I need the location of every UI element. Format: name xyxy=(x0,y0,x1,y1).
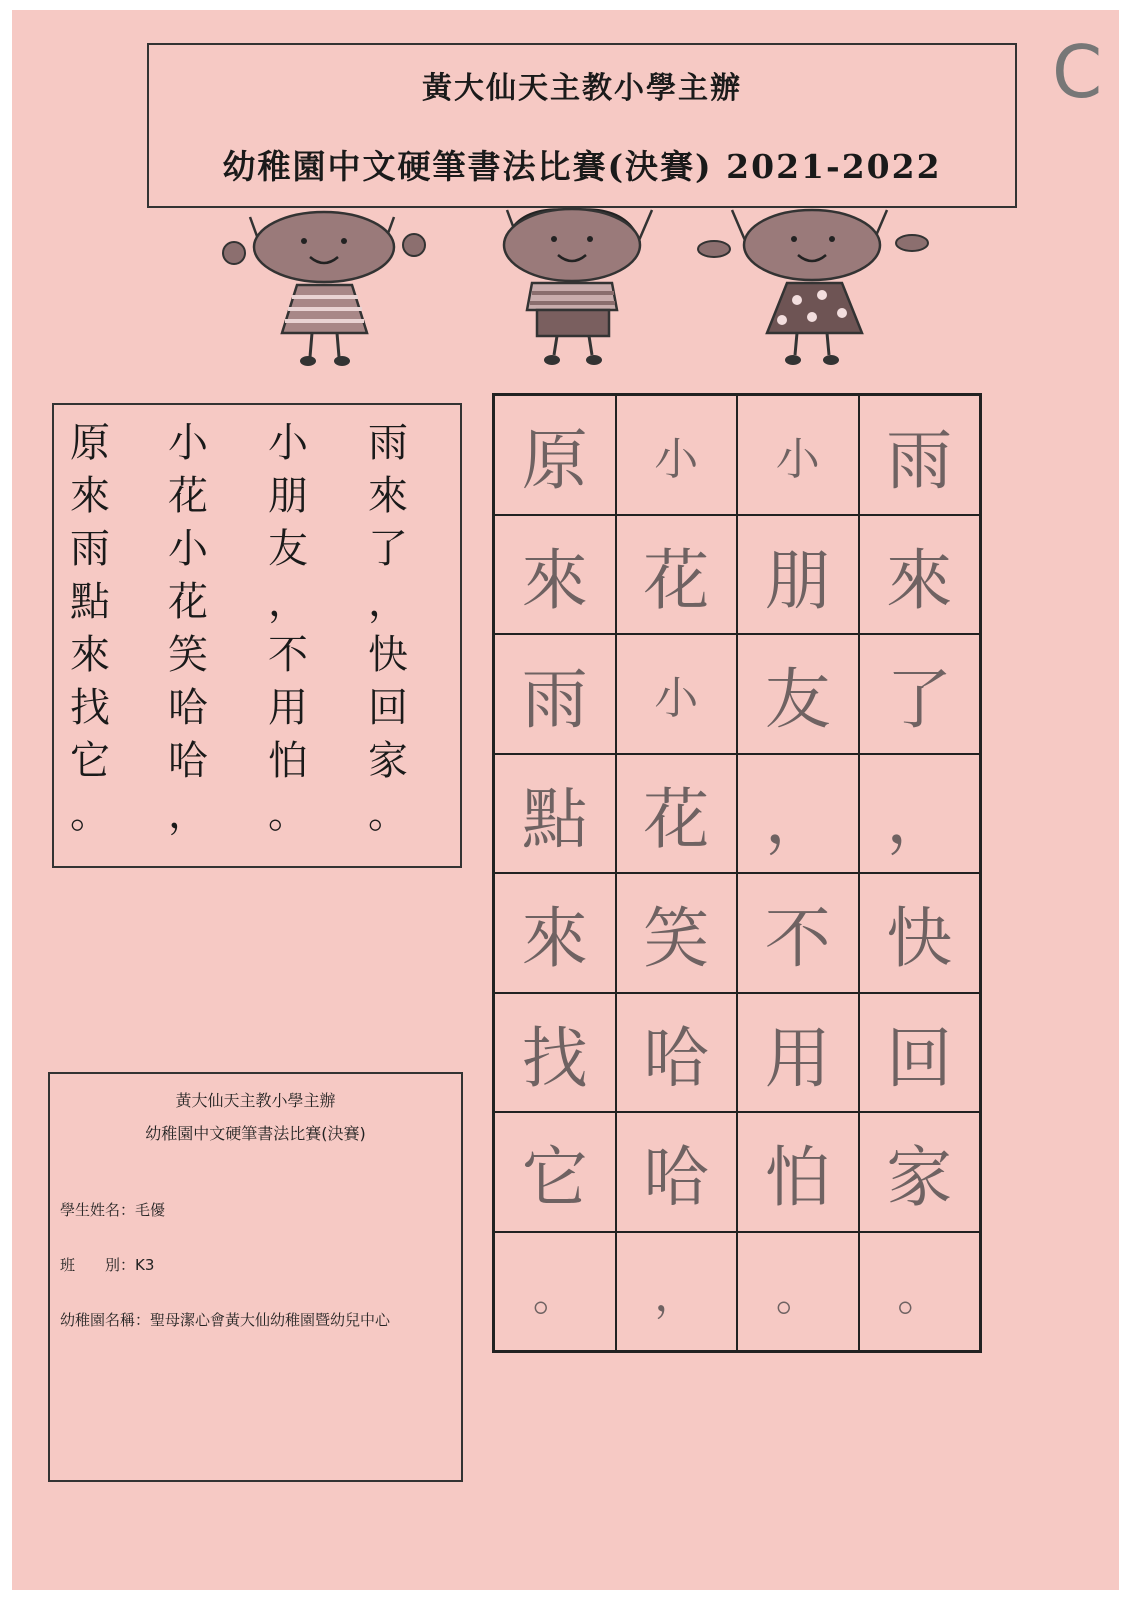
poem-char: 花 xyxy=(168,579,208,625)
poem-char: 。 xyxy=(368,791,408,837)
grid-cell: 。 xyxy=(494,1232,616,1352)
grid-cell: 點 xyxy=(494,754,616,874)
poem-char: 友 xyxy=(268,526,308,572)
student-name-value: 毛優 xyxy=(135,1201,166,1219)
class-value: K3 xyxy=(135,1256,155,1274)
grid-cell: 來 xyxy=(859,515,981,635)
poem-char: 小 xyxy=(168,420,208,466)
poem-char: 家 xyxy=(368,738,408,784)
kids-illustration xyxy=(222,205,942,380)
poem-char: 。 xyxy=(268,791,308,837)
grid-cell: 快 xyxy=(859,873,981,993)
title-banner xyxy=(147,43,1017,208)
poem-char: 用 xyxy=(268,685,308,731)
grid-cell: ， xyxy=(859,754,981,874)
grid-cell: 朋 xyxy=(737,515,859,635)
boy-middle-figure xyxy=(504,209,640,365)
grid-cell: 雨 xyxy=(494,634,616,754)
class-label: 班 別： xyxy=(60,1256,136,1274)
poem-column-1 xyxy=(360,417,416,841)
grid-cell: 雨 xyxy=(859,395,981,515)
student-name-row xyxy=(60,1199,165,1220)
grid-cell: 笑 xyxy=(616,873,738,993)
school-value: 聖母潔心會黃大仙幼稚園暨幼兒中心 xyxy=(150,1311,391,1329)
poem-char: ， xyxy=(168,791,208,837)
girl-left-figure xyxy=(223,212,425,366)
info-competition: 幼稚園中文硬筆書法比賽(決賽) xyxy=(145,1124,366,1143)
poem-char: 朋 xyxy=(268,473,308,519)
grid-cell: 。 xyxy=(859,1232,981,1352)
class-row xyxy=(60,1254,154,1275)
poem-char: 雨 xyxy=(70,526,110,572)
grid-cell: 怕 xyxy=(737,1112,859,1232)
poem-column-3 xyxy=(160,417,216,841)
grid-cell: 它 xyxy=(494,1112,616,1232)
grid-cell: 。 xyxy=(737,1232,859,1352)
poem-char: 小 xyxy=(168,526,208,572)
grid-cell: 小 xyxy=(616,634,738,754)
grid-cell: 友 xyxy=(737,634,859,754)
grid-cell: 用 xyxy=(737,993,859,1113)
school-label: 幼稚園名稱： xyxy=(60,1311,151,1329)
grid-cell: 不 xyxy=(737,873,859,993)
grid-cell: 哈 xyxy=(616,993,738,1113)
handwriting-grid xyxy=(492,393,982,1353)
poem-char: 怕 xyxy=(268,738,308,784)
student-info-box xyxy=(48,1072,463,1482)
poem-char: 回 xyxy=(368,685,408,731)
grid-cell: 哈 xyxy=(616,1112,738,1232)
poem-char: 。 xyxy=(70,791,110,837)
poem-char: 來 xyxy=(368,473,408,519)
grid-cell: 原 xyxy=(494,395,616,515)
poem-char: 小 xyxy=(268,420,308,466)
poem-char: ， xyxy=(268,579,308,625)
poem-char: 找 xyxy=(70,685,110,731)
poem-char: 快 xyxy=(368,632,408,678)
grid-cell: 小 xyxy=(616,395,738,515)
grid-cell: 回 xyxy=(859,993,981,1113)
girl-right-figure xyxy=(698,210,928,365)
poem-char: 了 xyxy=(368,526,408,572)
grade-mark: C xyxy=(1052,30,1103,114)
poem-char: 不 xyxy=(268,632,308,678)
poem-char: 來 xyxy=(70,632,110,678)
model-poem-box xyxy=(52,403,462,868)
entry-sheet xyxy=(12,10,1119,1590)
grid-cell: 花 xyxy=(616,754,738,874)
poem-char: 它 xyxy=(70,738,110,784)
poem-column-2 xyxy=(260,417,316,841)
poem-char: 花 xyxy=(168,473,208,519)
poem-column-4 xyxy=(62,417,118,841)
poem-char: ， xyxy=(368,579,408,625)
grid-cell: 了 xyxy=(859,634,981,754)
student-name-label: 學生姓名： xyxy=(60,1201,136,1219)
poem-char: 雨 xyxy=(368,420,408,466)
grid-cell: 小 xyxy=(737,395,859,515)
poem-char: 哈 xyxy=(168,738,208,784)
grid-cell: 來 xyxy=(494,873,616,993)
poem-char: 來 xyxy=(70,473,110,519)
poem-char: 原 xyxy=(70,420,110,466)
grid-cell: 花 xyxy=(616,515,738,635)
grid-cell: ， xyxy=(616,1232,738,1352)
grid-cell: 找 xyxy=(494,993,616,1113)
grid-cell: 來 xyxy=(494,515,616,635)
grid-cell: ， xyxy=(737,754,859,874)
info-organizer: 黃大仙天主教小學主辦 xyxy=(175,1091,336,1110)
school-row xyxy=(60,1309,390,1330)
title-organizer: 黃大仙天主教小學主辦 xyxy=(422,71,742,106)
poem-char: 點 xyxy=(70,579,110,625)
poem-char: 哈 xyxy=(168,685,208,731)
grid-cell: 家 xyxy=(859,1112,981,1232)
title-competition: 幼稚園中文硬筆書法比賽(決賽) 2021-2022 xyxy=(222,147,942,186)
poem-char: 笑 xyxy=(168,632,208,678)
